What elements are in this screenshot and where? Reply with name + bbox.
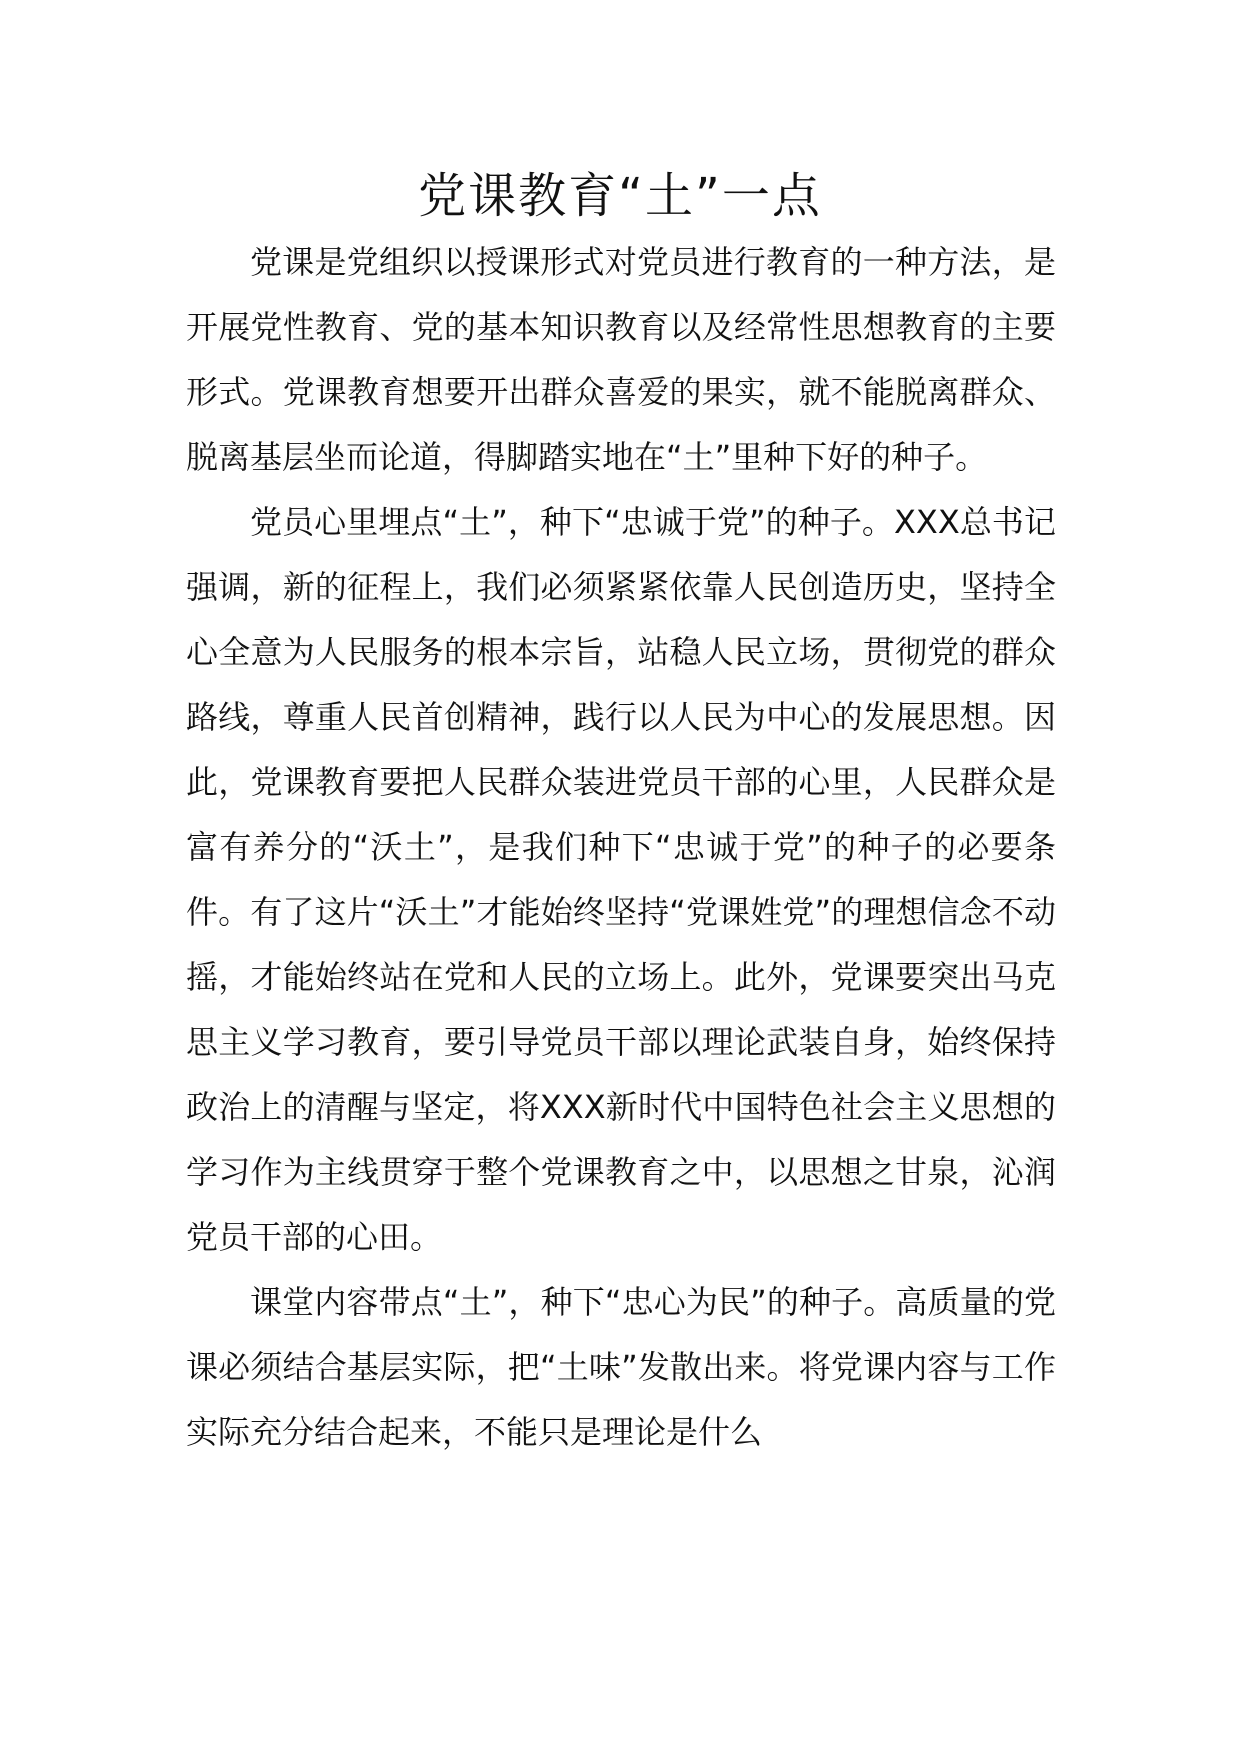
paragraph-intro: 党课是党组织以授课形式对党员进行教育的一种方法，是开展党性教育、党的基本知识教育以及经常性思想教育的主要形式。党课教育想要开出群众喜爱的果实，就不能脱离群众、脱离基层坐而论道，得脚踏实地在“土”里种下好的种子。 <box>186 243 1056 476</box>
document-body <box>186 230 1056 1465</box>
paragraph-class-content: 课堂内容带点“土”，种下“忠心为民”的种子。高质量的党课必须结合基层实际，把“土味”发散出来。将党课内容与工作实际充分结合起来，不能只是理论是什么 <box>186 1283 1056 1451</box>
paragraph-party-member-heart: 党员心里埋点“土”，种下“忠诚于党”的种子。XXX总书记强调，新的征程上，我们必须紧紧依靠人民创造历史，坚持全心全意为人民服务的根本宗旨，站稳人民立场，贯彻党的群众路线，尊重人民首创精神，践行以人民为中心的发展思想。因此，党课教育要把人民群众装进党员干部的心里，人民群众是富有养分的“沃土”，是我们种下“忠诚于党”的种子的必要条件。有了这片“沃土”才能始终坚持“党课姓党”的理想信念不动摇，才能始终站在党和人民的立场上。此外，党课要突出马克思主义学习教育，要引导党员干部以理论武装自身，始终保持政治上的清醒与坚定，将XXX新时代中国特色社会主义思想的学习作为主线贯穿于整个党课教育之中，以思想之甘泉，沁润党员干部的心田。 <box>186 503 1056 1256</box>
document-title: 党课教育“土”一点 <box>418 168 822 224</box>
